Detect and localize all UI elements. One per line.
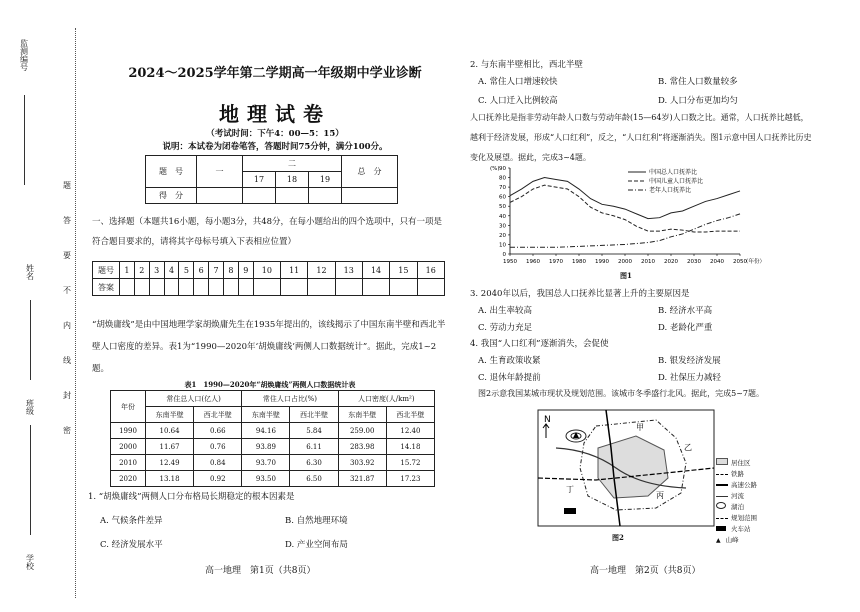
- x-tick-label: 1990: [595, 259, 609, 265]
- table-1-header: 年份: [111, 391, 146, 423]
- legend-swatch: [716, 496, 728, 497]
- answer-cell[interactable]: [362, 279, 389, 296]
- table-1-cell: 93.70: [242, 455, 290, 471]
- y-tick-label: 0: [502, 252, 506, 258]
- answer-table-number: 4: [164, 262, 179, 279]
- legend-label: 湖泊: [731, 503, 744, 511]
- legend-label: 高速公路: [731, 481, 757, 489]
- table-1-cell: 94.16: [242, 423, 290, 439]
- answer-cell[interactable]: [194, 279, 209, 296]
- seal-char: 题: [63, 181, 71, 190]
- answer-table: [92, 261, 445, 296]
- x-tick-label: 2030: [687, 259, 701, 265]
- table-row: [111, 471, 435, 487]
- table-1-cell: 0.76: [194, 439, 242, 455]
- table-1-cell: 93.89: [242, 439, 290, 455]
- answer-cell[interactable]: [179, 279, 194, 296]
- table-1-cell: 283.98: [338, 439, 386, 455]
- question-4-stem: 4. 我国“人口红利”逐渐消失，会促使: [470, 339, 609, 349]
- table-1-cell: 5.84: [290, 423, 338, 439]
- answer-table-number: 6: [194, 262, 209, 279]
- x-tick-label: 1980: [572, 259, 586, 265]
- seal-dotted-line: [75, 28, 76, 598]
- table-1-subheader: 东南半壁: [242, 407, 290, 423]
- legend-item: [716, 524, 757, 535]
- answer-table-number: 1: [120, 262, 135, 279]
- answer-table-number: 15: [390, 262, 417, 279]
- table-1-cell: 2000: [111, 439, 146, 455]
- table-1-header: 常住总人口(亿人): [146, 391, 242, 407]
- question-2-option[interactable]: D. 人口分布更加均匀: [658, 96, 738, 106]
- x-tick-label: 2000: [618, 259, 632, 265]
- monitor-no-label: 监测编号: [20, 39, 29, 72]
- legend-label: 中国儿童人口抚养比: [649, 178, 704, 185]
- answer-table-number: 11: [281, 262, 308, 279]
- north-arrow: N: [544, 415, 551, 425]
- answer-table-number: 10: [253, 262, 280, 279]
- x-tick-label: 1970: [549, 259, 563, 265]
- figure-1-chart: [488, 160, 768, 270]
- table-1-cell: 2010: [111, 455, 146, 471]
- legend-swatch: [716, 502, 726, 509]
- y-tick-label: 30: [499, 223, 506, 230]
- score-entry[interactable]: [342, 188, 398, 204]
- legend-swatch: [716, 458, 728, 465]
- table-1-cell: 303.92: [338, 455, 386, 471]
- map-label: 乙: [684, 443, 692, 452]
- score-table-cell: 二: [243, 156, 342, 172]
- answer-table-number: 12: [308, 262, 335, 279]
- monitor-no-line: [24, 95, 25, 185]
- table-1-header: 人口密度(人/km²): [338, 391, 434, 407]
- passage-3: 图2示意我国某城市现状及规划范围。该城市冬季盛行北风。据此，完成5~7题。: [478, 389, 764, 398]
- legend-swatch: [716, 474, 728, 475]
- table-1-cell: 11.67: [146, 439, 194, 455]
- question-2-stem: 2. 与东南半壁相比，西北半壁: [470, 60, 583, 70]
- exam-instructions: 说明：本试卷为闭卷笔答，答题时间75分钟，满分100分。: [162, 142, 388, 152]
- legend-label: 山峰: [725, 536, 739, 544]
- table-row: [111, 439, 435, 455]
- table-1-cell: 17.23: [386, 471, 434, 487]
- score-table-cell: 总 分: [342, 156, 398, 188]
- y-tick-label: 60: [499, 194, 506, 201]
- answer-cell[interactable]: [134, 279, 149, 296]
- table-1-cell: 6.30: [290, 455, 338, 471]
- question-4-option[interactable]: C. 退休年龄提前: [478, 373, 541, 383]
- question-4-option[interactable]: B. 银发经济发展: [658, 356, 721, 366]
- question-3-option[interactable]: B. 经济水平高: [658, 306, 713, 316]
- x-tick-label: 2010: [641, 259, 655, 265]
- map-label: 丙: [656, 491, 664, 500]
- score-table: [145, 155, 398, 204]
- table-1-cell: 13.18: [146, 471, 194, 487]
- score-entry[interactable]: [276, 188, 309, 204]
- question-1-option[interactable]: C. 经济发展水平: [100, 540, 163, 550]
- school-label: 学校: [26, 554, 35, 571]
- answer-cell[interactable]: [164, 279, 179, 296]
- exam-title: 2024～2025学年第二学期高一年级期中学业诊断: [128, 66, 422, 81]
- answer-table-header: 题号: [93, 262, 120, 279]
- score-table-cell: 题 号: [146, 156, 197, 188]
- table-1-caption: 表1 1990—2020年“胡焕庸线”两侧人口数据统计表: [184, 380, 356, 389]
- table-1-subheader: 东南半壁: [146, 407, 194, 423]
- y-tick-label: 40: [499, 213, 506, 220]
- score-table-cell: 19: [309, 172, 342, 188]
- legend-item: [716, 513, 757, 524]
- series-line: [510, 214, 740, 247]
- answer-table-number: 5: [179, 262, 194, 279]
- answer-cell[interactable]: [308, 279, 335, 296]
- figure-2-caption: 图2: [612, 533, 624, 542]
- seal-char: 不: [63, 286, 71, 295]
- score-entry[interactable]: [243, 188, 276, 204]
- answer-table-number: 2: [134, 262, 149, 279]
- score-entry[interactable]: [197, 188, 243, 204]
- table-1-cell: 2020: [111, 471, 146, 487]
- question-2-option[interactable]: B. 常住人口数量较多: [658, 77, 738, 87]
- legend-item: [716, 491, 757, 502]
- answer-table-number: 8: [224, 262, 239, 279]
- legend-label: 铁路: [731, 470, 744, 478]
- table-1-cell: 0.92: [194, 471, 242, 487]
- question-1-option[interactable]: B. 自然地理环境: [285, 516, 348, 526]
- residential-area: [598, 436, 668, 498]
- y-tick-label: 90: [499, 166, 506, 172]
- score-table-cell: 17: [243, 172, 276, 188]
- table-1-cell: 6.50: [290, 471, 338, 487]
- passage-2: 人口抚养比是指非劳动年龄人口数与劳动年龄(15—64岁)人口数之比。通常，人口抚养比越低，越利于经济发展，形成“人口红利”，反之，“人口红利”将逐渐消失。图1示意中国人口抚养比历史变化及展望。据此，完成3~4题。: [470, 113, 812, 162]
- question-3-option[interactable]: A. 出生率较高: [478, 306, 533, 316]
- answer-table-number: 9: [238, 262, 253, 279]
- answer-cell[interactable]: [224, 279, 239, 296]
- seal-char: 答: [63, 216, 71, 225]
- question-3-option[interactable]: C. 劳动力充足: [478, 323, 533, 333]
- answer-table-header: 答案: [93, 279, 120, 296]
- x-tick-label: 2020: [664, 259, 678, 265]
- legend-item: [716, 480, 757, 491]
- legend-label: 河流: [731, 492, 744, 500]
- binding-margin: [0, 0, 62, 612]
- table-row: [111, 423, 435, 439]
- question-1-option[interactable]: A. 气候条件差异: [100, 516, 163, 526]
- table-1-cell: 0.84: [194, 455, 242, 471]
- question-4-option[interactable]: A. 生育政策收紧: [478, 356, 541, 366]
- series-line: [510, 178, 740, 219]
- legend-item: [716, 535, 757, 546]
- seal-char: 要: [63, 251, 71, 260]
- table-1-cell: 6.11: [290, 439, 338, 455]
- figure-1-caption: 图1: [620, 271, 632, 280]
- score-table-cell: 18: [276, 172, 309, 188]
- answer-cell[interactable]: [417, 279, 444, 296]
- x-axis-label: （年份）: [743, 259, 766, 265]
- answer-cell[interactable]: [253, 279, 280, 296]
- figure-2-map: [536, 408, 716, 528]
- x-tick-label: 2040: [710, 259, 724, 265]
- table-1-cell: 0.66: [194, 423, 242, 439]
- y-tick-label: 10: [499, 242, 506, 249]
- table-1-cell: 321.87: [338, 471, 386, 487]
- figure-2-legend: [716, 458, 757, 546]
- name-label: 姓名: [26, 264, 35, 281]
- answer-cell[interactable]: [149, 279, 164, 296]
- table-row: [111, 455, 435, 471]
- legend-label: 老年人口抚养比: [649, 187, 692, 194]
- question-3-stem: 3. 2040年以后，我国总人口抚养比显著上升的主要原因是: [470, 289, 690, 299]
- question-2-option[interactable]: C. 人口迁入比例较高: [478, 96, 558, 106]
- passage-1: “胡焕庸线”是由中国地理学家胡焕庸先生在1935年提出的，该线揭示了中国东南半壁和西北半壁人口密度的差异。表1为“1990—2020年‘胡焕庸线’两侧人口数据统计”。据此，完成1~2题。: [92, 320, 446, 374]
- y-tick-label: 70: [499, 185, 506, 192]
- map-label: 丁: [566, 485, 574, 494]
- y-tick-label: 80: [499, 175, 506, 182]
- legend-label: 规划范围: [731, 514, 757, 522]
- legend-label: 居住区: [731, 459, 751, 467]
- legend-item: [716, 502, 757, 513]
- answer-table-number: 7: [209, 262, 224, 279]
- legend-label: 火车站: [731, 525, 751, 533]
- answer-cell[interactable]: [120, 279, 135, 296]
- y-axis-label: (%): [490, 166, 500, 172]
- table-1-header: 常住人口占比(%): [242, 391, 338, 407]
- table-1-cell: 10.64: [146, 423, 194, 439]
- x-tick-label: 1950: [503, 259, 517, 265]
- section-1-instructions: 一、选择题（本题共16小题，每小题3分，共48分，在每小题给出的四个选项中，只有一项是符合题目要求的，请将其字母标号填入下表相应位置）: [92, 217, 443, 247]
- table-1-cell: 12.49: [146, 455, 194, 471]
- y-tick-label: 20: [499, 232, 506, 239]
- table-1-subheader: 东南半壁: [338, 407, 386, 423]
- legend-item: [716, 469, 757, 480]
- class-label: 班级: [26, 399, 35, 416]
- table-1-subheader: 西北半壁: [194, 407, 242, 423]
- question-2-option[interactable]: A. 常住人口增速较快: [478, 77, 558, 87]
- x-tick-label: 1960: [526, 259, 540, 265]
- table-1-cell: 93.50: [242, 471, 290, 487]
- subject-title: 地理试卷: [219, 102, 331, 126]
- seal-char: 线: [63, 356, 71, 365]
- seal-char: 密: [63, 426, 71, 435]
- legend-swatch: [716, 518, 728, 519]
- legend-label: 中国总人口抚养比: [649, 169, 698, 176]
- answer-table-number: 3: [149, 262, 164, 279]
- answer-table-number: 16: [417, 262, 444, 279]
- seal-char: 封: [63, 391, 71, 400]
- answer-table-number: 13: [335, 262, 362, 279]
- score-table-cell: 一: [197, 156, 243, 188]
- legend-swatch: [716, 526, 726, 531]
- north-arrow-icon: [543, 424, 549, 438]
- name-line: [30, 300, 31, 380]
- legend-item: [716, 458, 757, 469]
- table-1-cell: 14.18: [386, 439, 434, 455]
- legend-swatch: [716, 484, 728, 486]
- table-1-cell: 15.72: [386, 455, 434, 471]
- table-1-subheader: 西北半壁: [386, 407, 434, 423]
- question-4-option[interactable]: D. 社保压力减轻: [658, 373, 721, 383]
- answer-cell[interactable]: [209, 279, 224, 296]
- answer-cell[interactable]: [238, 279, 253, 296]
- answer-cell[interactable]: [390, 279, 417, 296]
- table-1-cell: 259.00: [338, 423, 386, 439]
- seal-char: 内: [63, 321, 71, 330]
- answer-cell[interactable]: [281, 279, 308, 296]
- map-label: 甲: [636, 423, 644, 432]
- class-line: [30, 425, 31, 535]
- question-1-stem: 1. “胡焕庸线”两侧人口分布格局长期稳定的根本因素是: [88, 492, 295, 502]
- table-1: [110, 390, 435, 487]
- score-entry[interactable]: [309, 188, 342, 204]
- score-table-cell: 得 分: [146, 188, 197, 204]
- table-1-cell: 1990: [111, 423, 146, 439]
- mountain-peak-icon: ▲: [716, 537, 721, 544]
- y-tick-label: 50: [499, 204, 506, 211]
- answer-cell[interactable]: [335, 279, 362, 296]
- train-station-icon: [564, 508, 576, 514]
- page-footer-right: 高一地理 第2页（共8页）: [590, 566, 701, 576]
- exam-time: （考试时间：下午4：00—5：15）: [206, 129, 344, 139]
- table-1-subheader: 西北半壁: [290, 407, 338, 423]
- x-tick-label: 2050: [733, 259, 747, 265]
- question-1-option[interactable]: D. 产业空间布局: [285, 540, 348, 550]
- table-1-cell: 12.40: [386, 423, 434, 439]
- question-3-option[interactable]: D. 老龄化严重: [658, 323, 713, 333]
- answer-table-number: 14: [362, 262, 389, 279]
- page-footer-left: 高一地理 第1页（共8页）: [205, 566, 316, 576]
